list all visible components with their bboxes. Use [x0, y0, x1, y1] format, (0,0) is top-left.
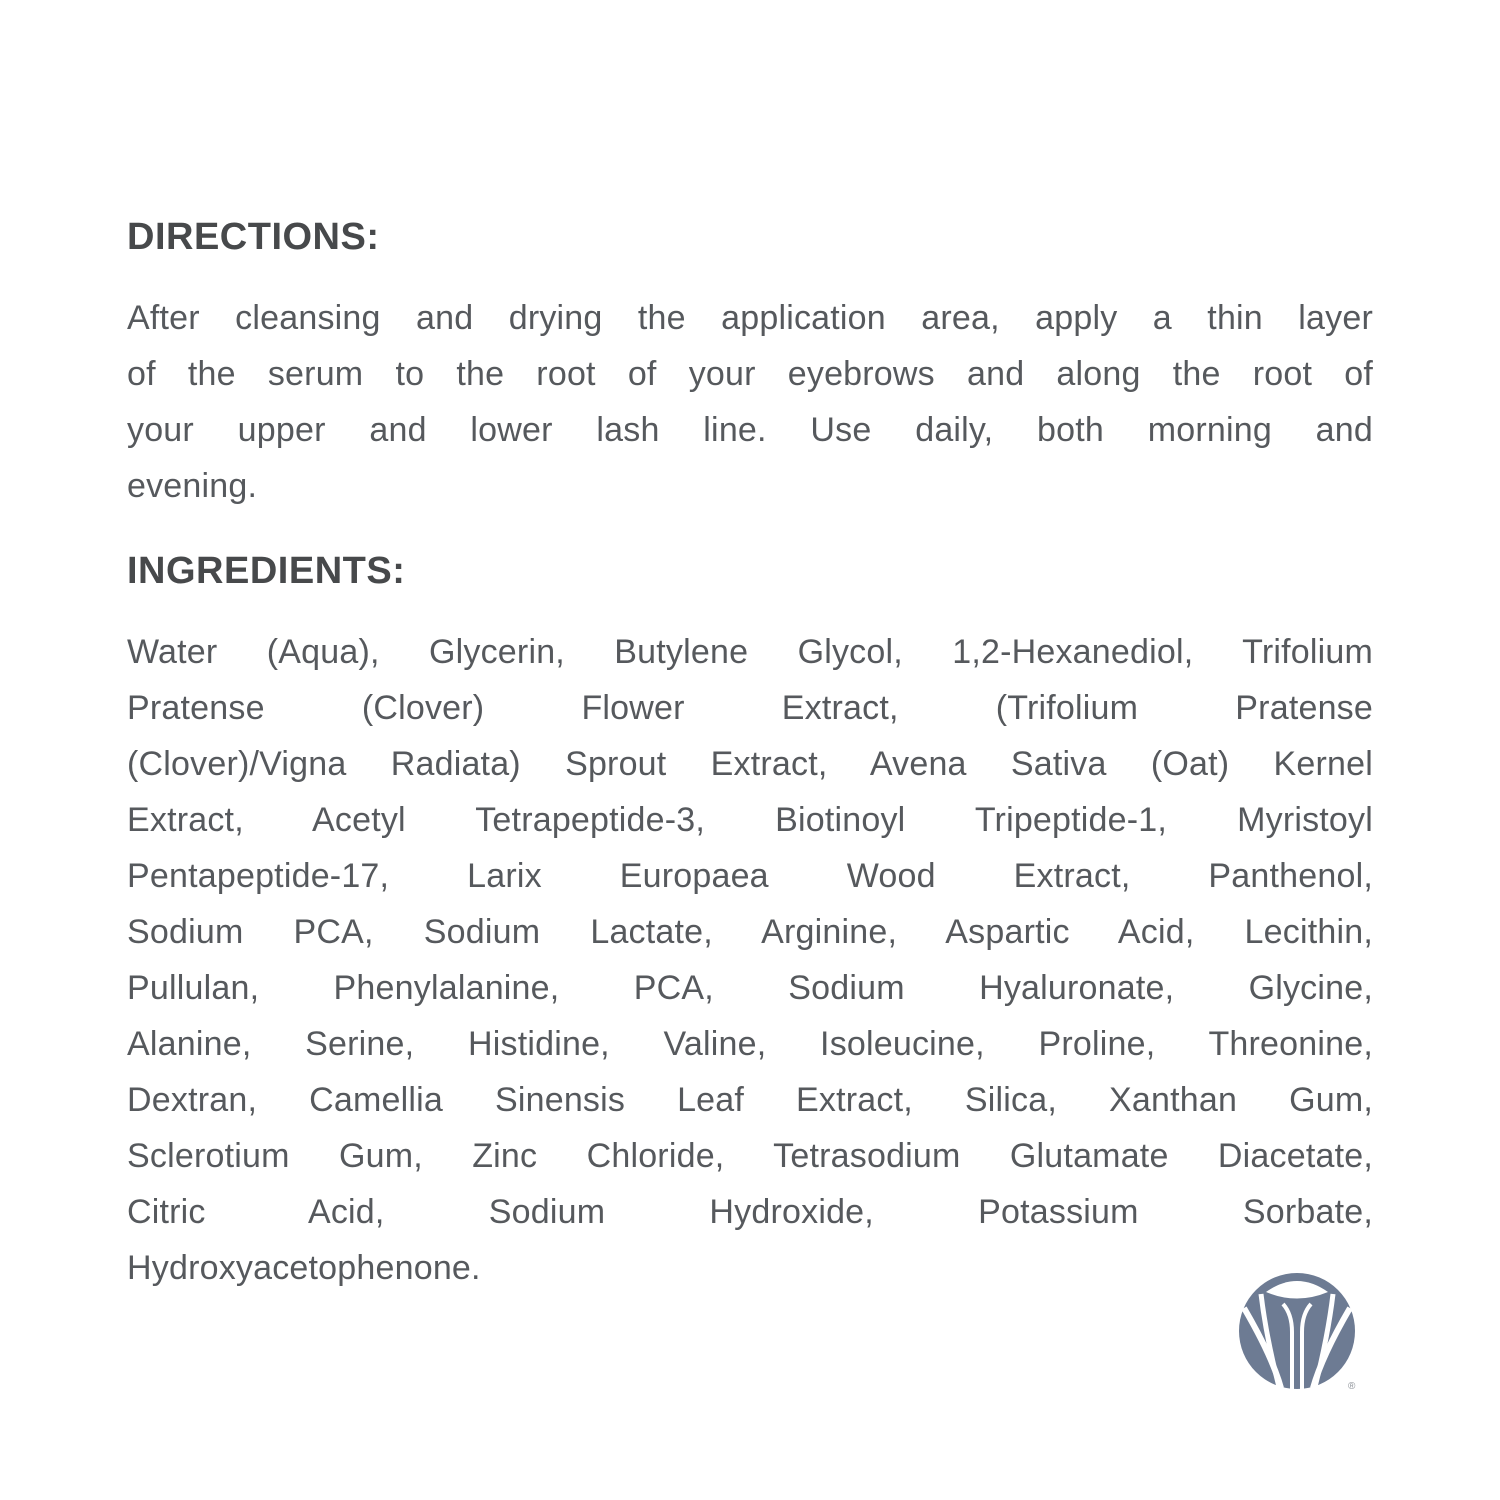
text-line: Sclerotium Gum, Zinc Chloride, Tetrasodium Glutamate Diacetate, [127, 1137, 1373, 1175]
text-line: Pullulan, Phenylalanine, PCA, Sodium Hyaluronate, Glycine, [127, 969, 1373, 1007]
text-line: Extract, Acetyl Tetrapeptide-3, Biotinoyl Tripeptide-1, Myristoyl [127, 801, 1373, 839]
text-line: of the serum to the root of your eyebrows and along the root of [127, 355, 1373, 393]
text-line: Alanine, Serine, Histidine, Valine, Isoleucine, Proline, Threonine, [127, 1025, 1373, 1063]
registered-trademark-icon: ® [1348, 1381, 1356, 1392]
text-line: Citric Acid, Sodium Hydroxide, Potassium Sorbate, [127, 1193, 1373, 1231]
ingredients-paragraph [127, 624, 1373, 1296]
text-line: Pentapeptide-17, Larix Europaea Wood Extract, Panthenol, [127, 857, 1373, 895]
fountain-emblem-icon [1236, 1270, 1360, 1394]
text-line: evening. [127, 467, 258, 505]
brand-logo [1236, 1270, 1360, 1394]
text-line: After cleansing and drying the application area, apply a thin layer [127, 299, 1373, 337]
label-content [127, 214, 1373, 1330]
ingredients-heading: INGREDIENTS: [127, 550, 406, 592]
text-line: Sodium PCA, Sodium Lactate, Arginine, Aspartic Acid, Lecithin, [127, 913, 1373, 951]
text-line: Hydroxyacetophenone. [127, 1249, 481, 1287]
directions-paragraph [127, 290, 1373, 514]
text-line: your upper and lower lash line. Use daily, both morning and [127, 411, 1373, 449]
text-line: Pratense (Clover) Flower Extract, (Trifolium Pratense [127, 689, 1373, 727]
text-line: Water (Aqua), Glycerin, Butylene Glycol, 1,2-Hexanediol, Trifolium [127, 633, 1373, 671]
directions-heading: DIRECTIONS: [127, 216, 380, 258]
text-line: Dextran, Camellia Sinensis Leaf Extract, Silica, Xanthan Gum, [127, 1081, 1373, 1119]
text-line: (Clover)/Vigna Radiata) Sprout Extract, Avena Sativa (Oat) Kernel [127, 745, 1373, 783]
